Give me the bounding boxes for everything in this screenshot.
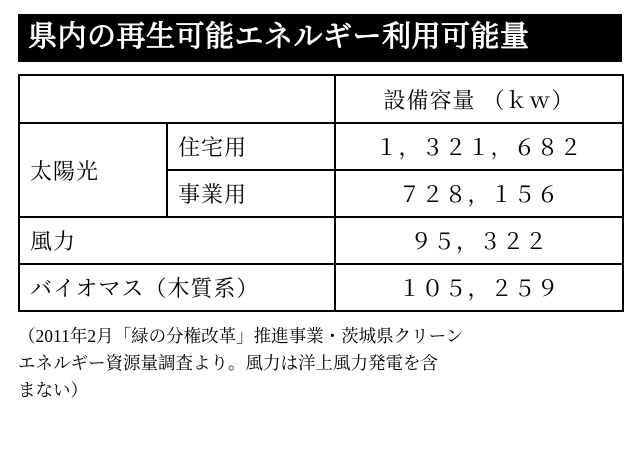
table-header-row: [19, 75, 623, 123]
category-biomass: バイオマス（木質系）: [19, 264, 335, 311]
table-row: [19, 123, 623, 170]
source-note: [18, 323, 622, 404]
value-wind: ９５，３２２: [335, 217, 623, 264]
table-row: [19, 264, 623, 311]
table-row: [19, 217, 623, 264]
header-blank-cell: [19, 75, 335, 123]
category-wind: 風力: [19, 217, 335, 264]
source-note-line-2: エネルギー資源量調査より。風力は洋上風力発電を含: [18, 353, 438, 374]
category-solar: 太陽光: [19, 123, 167, 217]
page-title: 県内の再生可能エネルギー利用可能量: [18, 14, 622, 62]
subcategory-commercial: 事業用: [167, 170, 335, 217]
source-note-line-3: まない）: [18, 380, 88, 401]
value-residential: １，３２１，６８２: [335, 123, 623, 170]
energy-capacity-table: [18, 74, 624, 312]
header-capacity-cell: 設備容量 （ｋｗ）: [335, 75, 623, 123]
source-note-line-1: （2011年2月「緑の分権改革」推進事業・茨城県クリーン: [18, 326, 464, 347]
value-commercial: ７２８，１５６: [335, 170, 623, 217]
value-biomass: １０５，２５９: [335, 264, 623, 311]
subcategory-residential: 住宅用: [167, 123, 335, 170]
